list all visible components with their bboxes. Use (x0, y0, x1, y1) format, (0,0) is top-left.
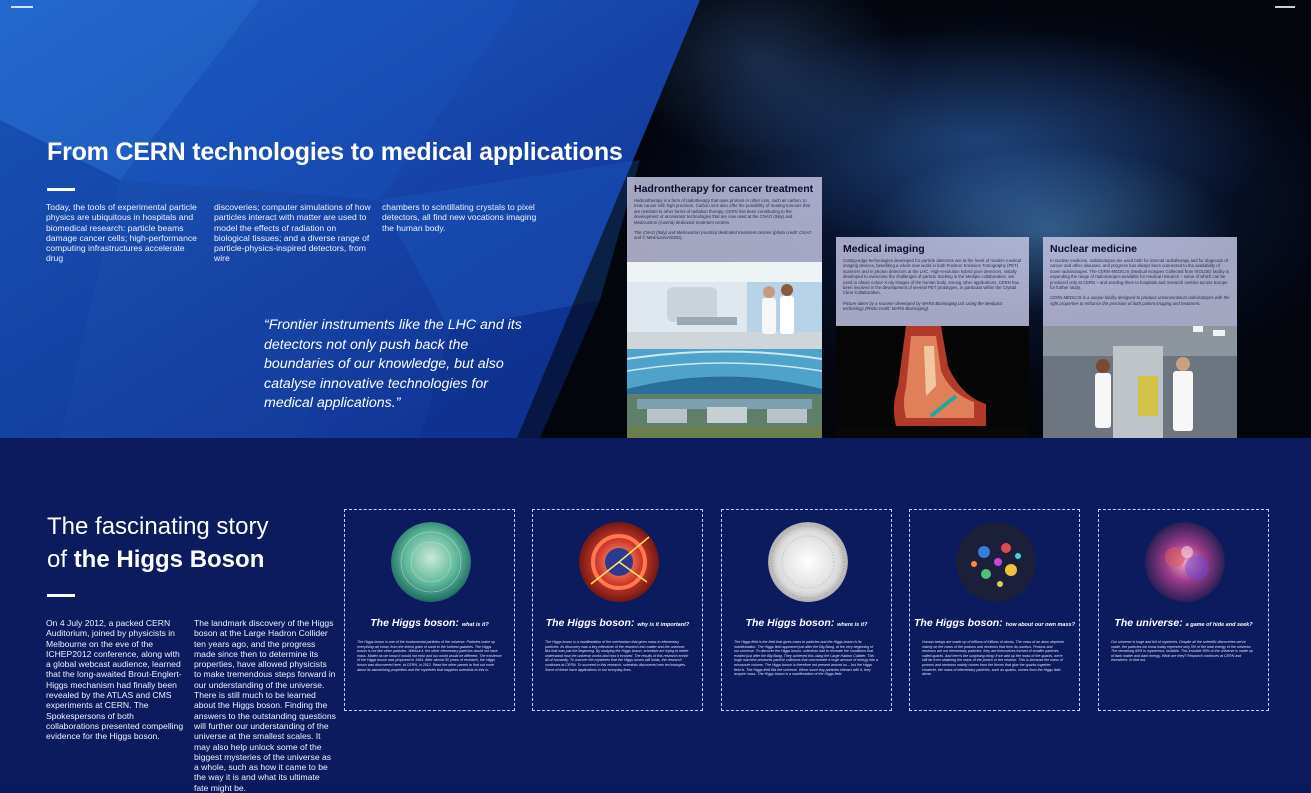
pull-quote: “Frontier instruments like the LHC and its detectors not only push back the boundaries of our knowledge, but also catalyse innovative technologies for medical applications.” (264, 317, 522, 412)
intro-column-2: discoveries; computer simulations of how particles interact with matter are used to model the effects of radiation on biological tissues; and a diverse range of particle-physics-inspired detectors, from wire (214, 202, 371, 264)
title-rule (47, 188, 75, 191)
intro-column-1: Today, the tools of experimental particle physics are ubiquitous in hospitals and biomedical research: particle beams damage cancer cells; high-performance computing infrastructures accelerate drug (46, 202, 197, 264)
crop-mark-right (1275, 6, 1295, 8)
treatment-centre-hall-photo (627, 349, 822, 438)
colorful-particles-sphere-image (956, 522, 1036, 602)
card-title (1099, 617, 1268, 629)
hadrontherapy-panel (627, 177, 822, 262)
universe-card-hide-and-seek (1098, 509, 1269, 711)
card-title-sub: a game of hide and seek? (1185, 622, 1253, 628)
card-body: The Higgs field is the field that gives mass to particles and the Higgs boson is its manifestation. The Higgs field appeared just after the Big Bang, at the very beginning of our universe. To discover the Higgs boson, scientists had to recreate the conditions that existed just after the Big Bang. They achieved this using the Large Hadron Collider. This huge machine produces particle collisions that concentrate a huge amount of energy into a minuscule volume. The Higgs boson is therefore not present around us – but the Higgs field is. The Higgs field fills the universe. When some tiny particles interact with it, they acquire mass. The Higgs boson is a manifestation of the Higgs field. (734, 640, 879, 677)
higgs-section-title (47, 510, 268, 576)
card-body: The Higgs boson is a manifestation of the mechanism that gives mass to elementary particles. Its discovery was a key milestone of the research into matter and the universe. But that was just the beginning. By studying the Higgs boson, scientists are trying to better understand how the universe works and how it evolved. The results of this research enrich all of humanity. To uncover the mysteries that the Higgs boson still holds, the research continues at CERN. To succeed in this research, scientists discovered new technologies. Some of these have applications in our everyday lives. (545, 640, 689, 672)
higgs-card-our-mass (909, 509, 1080, 711)
higgs-card-what-is-it (344, 509, 515, 711)
medicis-facility-photo (1043, 326, 1237, 438)
panel-body: In nuclear medicine, radioisotopes are used both for internal radiotherapy and for diagnosis of cancer and other diseases, and progress has always been connected to the availability of novel radioisotopes. The CERN-MEDICIS (Medical Isotopes Collected from ISOLDE) facility is expanding the range of radioisotopes available for medical research – some of which can be produced only at CERN – and sending them to hospitals and research centres across Europe for further study. (1050, 258, 1230, 291)
card-title-main: The Higgs boson: (745, 617, 835, 629)
higgs-title-of: of (47, 546, 74, 573)
card-title (910, 617, 1079, 629)
panel-caption: The CNAO (Italy) and MedAustron (Austria) dedicated treatment centres (photo credit: CNAO and © MedAustron/EBG). (634, 230, 812, 241)
card-title-sub: what is it? (461, 622, 489, 628)
higgs-title-line-1: The fascinating story (47, 513, 269, 540)
crop-mark-left (11, 6, 33, 8)
card-body: Our universe is huge and full of mysteries. Despite all the scientific discoveries we've made, the particles we know today represent only 5% of the total energy of the universe. The remaining 95% is mysterious, invisible. This invisible 95% of the universe is made up of dark matter and dark energy. What are they? Research continues at CERN and elsewhere, to find out. (1111, 640, 1253, 663)
page-title: From CERN technologies to medical applications (47, 138, 623, 166)
ankle-ct-scan-image (836, 326, 1029, 438)
card-title-sub: how about our own mass? (1005, 622, 1075, 628)
card-title-sub: where is it? (837, 622, 868, 628)
higgs-card-where-is-it (721, 509, 892, 711)
card-title-sub: why is it important? (637, 622, 690, 628)
higgs-column-1: On 4 July 2012, a packed CERN Auditorium, joined by physicists in Melbourne on the eve of the ICHEP2012 conference, along with a global webcast audience, learned that the long-awaited Brout-Englert-Higgs mechanism had finally been revealed by the ATLAS and CMS experiments at CERN. The Spokespersons of both collaborations presented compelling evidence for the Higgs boson. (46, 618, 184, 742)
card-title-main: The Higgs boson: (545, 617, 635, 629)
detector-event-sphere-image (579, 522, 659, 602)
nuclear-medicine-panel (1043, 237, 1237, 326)
card-title-main: The Higgs boson: (370, 617, 459, 629)
panel-caption: CERN-MEDICIS is a unique facility designed to produce unconventional radioisotopes with the right properties to enhance the precision of both patient imaging and treatment. (1050, 295, 1230, 306)
panel-title: Medical imaging (843, 243, 925, 255)
higgs-title-rule (47, 594, 75, 597)
panel-body: Cutting-edge technologies developed for particle detectors are at the heart of modern medical imaging devices, benefiting a whole new world in both Positron Emission Tomography (PET) scanners and in photon detectors at the LHC. High-resolution hybrid pixel detectors, initially developed to overcome the challenges of particle tracking in the Medipix collaboration, are used to obtain colour X-ray images of the human body, among other applications. CERN has been involved in the development of several PET prototypes, in particular within the Crystal Clear Collaboration. (843, 258, 1021, 296)
card-title (345, 617, 514, 629)
card-title-main: The universe: (1114, 617, 1183, 629)
green-particle-sphere-image (391, 522, 471, 602)
nebula-sphere-image (1145, 522, 1225, 602)
panel-title: Hadrontherapy for cancer treatment (634, 183, 814, 195)
card-title-main: The Higgs boson: (914, 617, 1003, 629)
higgs-title-bold: the Higgs Boson (73, 546, 265, 573)
card-title (722, 617, 891, 629)
higgs-card-why-important (532, 509, 703, 711)
panel-body: Hadrontherapy is a form of radiotherapy that uses protons or other ions, such as carbon, to treat cancer with high precision. Carbon ions also offer the possibility of treating tumours that are resistant to other forms of radiation therapy. CERN has been contributing to the development of accelerator technologies that are now used at the CNAO (Italy) and MedAustron (Austria) dedicated treatment centres. (634, 198, 810, 225)
panel-title: Nuclear medicine (1050, 243, 1137, 255)
card-body: Human beings are made up of trillions of trillions of atoms. The mass of an atom depends mainly on the mass of the protons and neutrons that form its nucleus. Protons and neutrons are not elementary particles: they are themselves formed of smaller particles called quarks. And here's the surprising thing: if we add up the mass of the quarks, we're still far from obtaining the mass of the proton or the neutron. This is because the mass of protons and neutrons mainly comes from the forces that glue the quarks together. However, the mass of elementary particles, such as quarks, comes from the Higgs field alone. (922, 640, 1065, 677)
white-particle-field-sphere-image (768, 522, 848, 602)
card-body: The Higgs boson is one of the fundamental particles of the universe. Particles make up everything we know, from the tiniest grain of sand to the furthest galaxies. The Higgs boson is not like other particles. Without it, the other elementary particles would not have mass. Matter as we know it would not exist and our world would be different. The existence of the Higgs boson was proposed in 1964. After almost 50 years of research, the Higgs boson was discovered here, at CERN, in 2012. Read the other panels to find out more about its astonishing properties and the mysteries that happens scientists to this is. (357, 640, 502, 672)
card-title (533, 617, 702, 629)
panel-caption: Picture taken by a scanner developed by MARS Bioimaging Ltd. using the Medipix3 technology (Photo credit: MARS Bioimaging). (843, 300, 1003, 312)
intro-column-3: chambers to scintillating crystals to pixel detectors, all find new vocations imaging the human body. (382, 202, 537, 233)
hadrontherapy-treatment-room-photo (627, 262, 822, 349)
medical-imaging-panel (836, 237, 1029, 326)
higgs-column-2: The landmark discovery of the Higgs boson at the Large Hadron Collider ten years ago, and the progress made since then to determine its properties, have allowed physicists to make tremendous steps forward in our understanding of the universe. There is still much to be learned about the Higgs boson. Finding the answers to the outstanding questions will further our understanding of the universe at the smallest scales. It may also help unlock some of the biggest mysteries of the universe as a whole, such as how it came to be the way it is and what its ultimate fate might be. (194, 618, 336, 793)
